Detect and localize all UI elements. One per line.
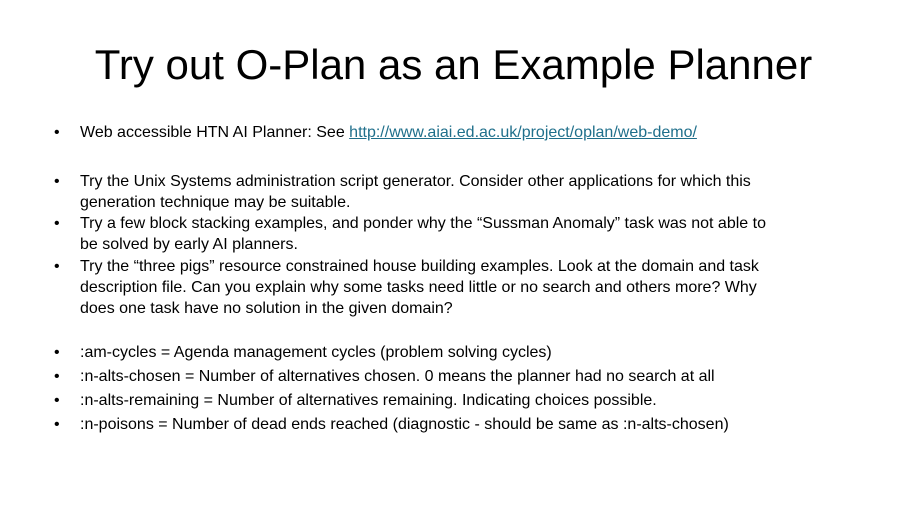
bullet-marker: • — [54, 416, 60, 433]
bullet-marker: • — [54, 344, 60, 361]
bullet-text: :n-poisons = Number of dead ends reached (diagnostic - should be same as :n-alts-chosen) — [80, 416, 729, 433]
bullet-marker: • — [54, 258, 60, 275]
bullet-text: :am-cycles = Agenda management cycles (problem solving cycles) — [80, 344, 552, 361]
bullet-text — [80, 171, 870, 213]
bullet-marker: • — [54, 392, 60, 409]
bullet-text — [80, 256, 870, 319]
bullet-text — [80, 122, 870, 143]
bullet-text-line: description file. Can you explain why some tasks need little or no search and others more? Why — [80, 279, 757, 296]
bullet-text-line: Try the “three pigs” resource constrained house building examples. Look at the domain and task — [80, 258, 759, 275]
bullet-marker: • — [54, 368, 60, 385]
bullet-text-line: be solved by early AI planners. — [80, 236, 298, 253]
bullet-text: :n-alts-remaining = Number of alternatives remaining. Indicating choices possible. — [80, 392, 657, 409]
web-demo-link[interactable]: http://www.aiai.ed.ac.uk/project/oplan/web-demo/ — [349, 124, 697, 141]
bullet-marker: • — [54, 173, 60, 190]
bullet-text-prefix: Web accessible HTN AI Planner: See — [80, 124, 350, 141]
bullet-marker: • — [54, 215, 60, 232]
bullet-text-line: Try the Unix Systems administration script generator. Consider other applications for which this — [80, 173, 751, 190]
slide-title: Try out O-Plan as an Example Planner — [94, 41, 813, 88]
bullet-text-line: generation technique may be suitable. — [80, 194, 351, 211]
bullet-text-line: does one task have no solution in the given domain? — [80, 300, 453, 317]
bullet-text-line: Try a few block stacking examples, and ponder why the “Sussman Anomaly” task was not able to — [80, 215, 766, 232]
bullet-text — [80, 213, 870, 255]
bullet-marker: • — [54, 124, 60, 141]
bullet-text: :n-alts-chosen = Number of alternatives chosen. 0 means the planner had no search at all — [80, 368, 715, 385]
